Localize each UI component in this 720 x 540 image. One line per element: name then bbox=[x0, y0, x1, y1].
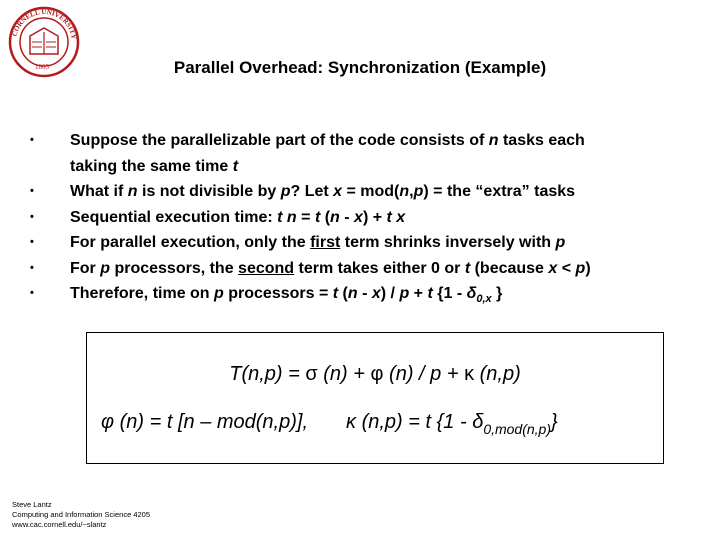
bullet-icon: • bbox=[30, 236, 34, 248]
overhead-equation: T(n,p) = σ (n) + φ (n) / p + κ (n,p) bbox=[229, 363, 521, 385]
svg-text:CORNELL UNIVERSITY: CORNELL UNIVERSITY bbox=[10, 7, 78, 40]
definition-equation: φ (n) = t [n – mod(n,p)], κ (n,p) = t $\{1 - \delta_{0,mod(n,p)}\}$ bbox=[101, 411, 558, 437]
bullet-item: • What if n is not divisible by p? Let x = mod(n,p) = the “extra” tasks bbox=[30, 179, 680, 205]
slide-title: Parallel Overhead: Synchronization (Example) bbox=[173, 58, 547, 77]
bullet-list bbox=[30, 128, 680, 313]
bullet-item: • Sequential execution time: t n = t (n - x) + t x bbox=[30, 205, 680, 231]
bullet-item: • For p processors, the second term takes either 0 or t (because x < p) bbox=[30, 256, 680, 282]
svg-text:1865: 1865 bbox=[35, 63, 49, 71]
equation-box bbox=[86, 332, 664, 464]
bullet-icon: • bbox=[30, 287, 34, 299]
bullet-item: • For parallel execution, only the first term shrinks inversely with p bbox=[30, 230, 680, 256]
bullet-icon: • bbox=[30, 185, 34, 197]
bullet-icon: • bbox=[30, 261, 34, 274]
bullet-item: • Therefore, time on p processors = t (n - x) / p + t {$1 - \delta_{0,x}$ } bbox=[30, 281, 680, 313]
bullet-icon: • bbox=[30, 134, 34, 146]
bullet-item: • Suppose the parallelizable part of the code consists of n tasks each taking the same time t bbox=[30, 128, 680, 179]
footer-url: www.cac.cornell.edu/~slantz bbox=[12, 520, 107, 529]
footer-author: Steve Lantz bbox=[12, 500, 52, 509]
bullet-icon: • bbox=[30, 210, 34, 223]
footer-credits bbox=[12, 500, 150, 530]
footer-course: Computing and Information Science 4205 bbox=[12, 510, 151, 519]
